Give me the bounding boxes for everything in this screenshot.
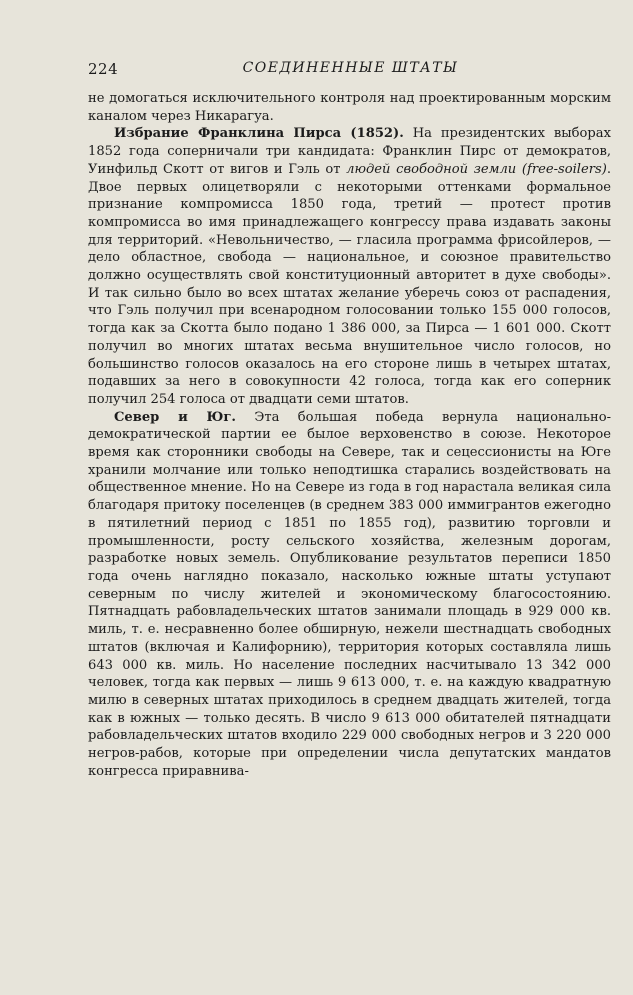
page-number: 224 (88, 60, 119, 78)
free-soilers-term: людей свободной земли (free-soilers) (346, 161, 607, 177)
running-title: СОЕДИНЕННЫЕ ШТАТЫ (242, 60, 459, 76)
pierce-text-b: . Двое первых олицетворяли с некоторыми оттенками формальное признание компромисса 1850 года, третий — протест против компромисса во имя принадлежащего конгрессу права издавать законы для территорий. «Невольничество, — гласила программа фрисойлеров, — дело областное, свобода — национальное, и союзное правительство должно осуществлять свой конституционный авторитет в духе свободы». И так сильно было во всех штатах желание уберечь союз от распадения, что Гэль получил при всенародном голосовании только 155 000 голосов, тогда как за Скотта было подано 1 386 000, за Пирса — 1 601 000. Скотт получил во многих штатах весьма внушительное число голосов, но большинство голосов оказалось на его стороне лишь в четырех штатах, подавших за него в совокупности 42 голоса, тогда как его соперник получил 254 голоса от двадцати семи штатов. (88, 161, 611, 407)
section-title-pierce: Избрание Франклина Пирса (1852). (114, 126, 404, 142)
paragraph-continuation: не домогаться исключительного контроля над проектированным морским каналом через Никарагуа. (88, 91, 611, 124)
paragraph-pierce-election (88, 125, 611, 408)
pierce-text-a: На президентских выборах 1852 года соперничали три кандидата: Франклин Пирс от демократов, Уинфильд Скотт от вигов и Гэль от (88, 126, 611, 177)
page-header (88, 60, 613, 82)
section-title-north-south: Север и Юг. (114, 409, 236, 425)
body-text (88, 90, 611, 780)
paragraph-north-south (88, 409, 611, 781)
north-south-text: Эта большая победа вернула национально-демократической партии ее былое верховенство в союзе. Некоторое время как сторонники свободы на Севере, так и сецессионисты на Юге хранили молчание или только неподтишка старались воздействовать на общественное мнение. Но на Севере из года в год нарастала великая сила благодаря притоку поселенцев (в среднем 383 000 иммигрантов ежегодно в пятилетний период с 1851 по 1855 год), развитию торговли и промышленности, росту сельского хозяйства, железным дорогам, разработке новых земель. Опубликование результатов переписи 1850 года очень наглядно показало, насколько южные штаты уступают северным по числу жителей и экономическому благосостоянию. Пятнадцать рабовладельческих штатов занимали площадь в 929 000 кв. миль, т. е. несравненно более обширную, нежели шестнадцать свободных штатов (включая и Калифорнию), территория которых составляла лишь 643 000 кв. миль. Но население последних насчитывало 13 342 000 человек, тогда как первых — лишь 9 613 000, т. е. на каждую квадратную милю в северных штатах приходилось в среднем двадцать жителей, тогда как в южных — только десять. В число 9 613 000 обитателей пятнадцати рабовладельческих штатов входило 229 000 свободных негров и 3 220 000 негров-рабов, которые при определении числа депутатских мандатов конгресса приравнива- (88, 409, 611, 779)
